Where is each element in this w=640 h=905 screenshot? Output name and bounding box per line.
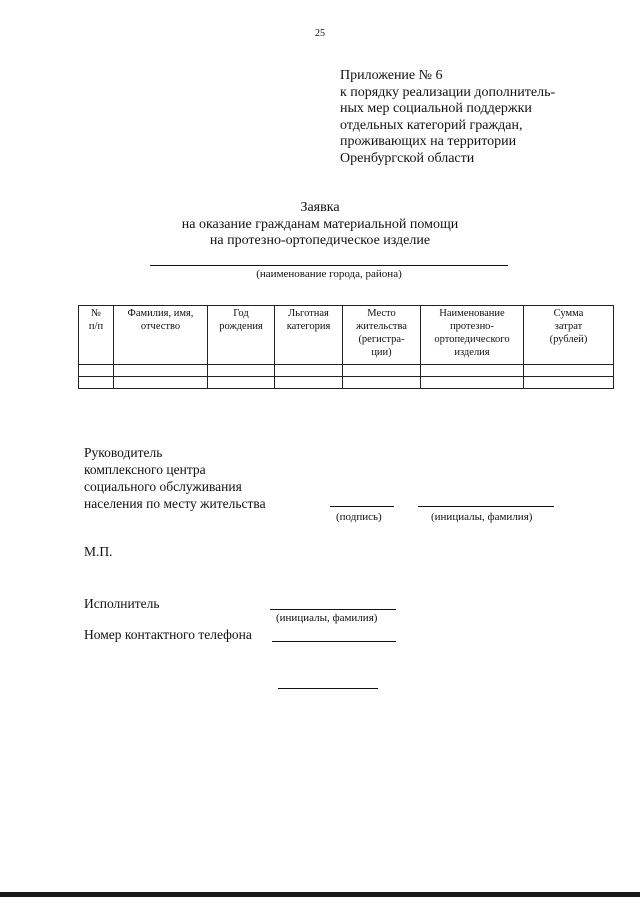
manager-name-caption: (инициалы, фамилия) (431, 511, 533, 523)
title-line: на оказание гражданам материальной помощи (181, 216, 459, 232)
table-header-row (79, 306, 614, 365)
executor-caption: (инициалы, фамилия) (276, 612, 378, 624)
title-line: Заявка (300, 200, 340, 215)
request-table (78, 305, 614, 389)
table-cell[interactable] (79, 365, 114, 377)
page-number: 25 (315, 28, 325, 39)
table-cell[interactable] (524, 377, 614, 389)
header-cost: Сумма затрат (рублей) (524, 306, 614, 365)
appendix-line: Приложение № 6 (340, 68, 443, 83)
signature-caption: (подпись) (336, 511, 382, 523)
executor-field-line[interactable] (270, 609, 396, 610)
manager-line: социального обслуживания (84, 479, 242, 494)
table-cell[interactable] (524, 365, 614, 377)
header-benefit-category: Льготная категория (275, 306, 343, 365)
table-cell[interactable] (343, 377, 421, 389)
table-row (79, 365, 614, 377)
manager-line: комплексного центра (84, 462, 206, 477)
table-row (79, 377, 614, 389)
appendix-note (340, 68, 610, 167)
table-cell[interactable] (421, 377, 524, 389)
appendix-line: Оренбургской области (340, 150, 475, 166)
table-cell[interactable] (421, 365, 524, 377)
phone-field-line[interactable] (272, 641, 396, 642)
manager-line: Руководитель (84, 445, 163, 460)
header-product-name: Наименование протезно- ортопедического изделия (421, 306, 524, 365)
document-title (0, 200, 640, 250)
header-birth-year: Год рождения (208, 306, 275, 365)
title-line: на протезно-ортопедическое изделие (209, 233, 431, 248)
scan-edge (0, 892, 640, 897)
table-cell[interactable] (208, 377, 275, 389)
executor-label: Исполнитель (84, 596, 160, 611)
table-cell[interactable] (343, 365, 421, 377)
city-field-line[interactable] (150, 265, 508, 266)
header-number: № п/п (79, 306, 114, 365)
stamp-place: М.П. (84, 544, 113, 559)
signature-field-line[interactable] (330, 506, 394, 507)
table-cell[interactable] (114, 377, 208, 389)
manager-block (84, 444, 266, 512)
header-residence: Место жительства (регистра- ции) (343, 306, 421, 365)
phone-label: Номер контактного телефона (84, 627, 252, 642)
appendix-line: отдельных категорий граждан, (340, 117, 523, 133)
table-cell[interactable] (208, 365, 275, 377)
manager-name-field-line[interactable] (418, 506, 554, 507)
appendix-line: проживающих на территории (340, 134, 517, 149)
table-cell[interactable] (79, 377, 114, 389)
appendix-line: ных мер социальной поддержки (340, 101, 532, 116)
table-cell[interactable] (275, 365, 343, 377)
table-cell[interactable] (114, 365, 208, 377)
table-cell[interactable] (275, 377, 343, 389)
appendix-line: к порядку реализации дополнитель- (340, 84, 556, 100)
city-caption: (наименование города, района) (256, 268, 402, 280)
manager-line: населения по месту жительства (84, 496, 266, 511)
separator-line (278, 688, 378, 689)
header-full-name: Фамилия, имя, отчество (114, 306, 208, 365)
